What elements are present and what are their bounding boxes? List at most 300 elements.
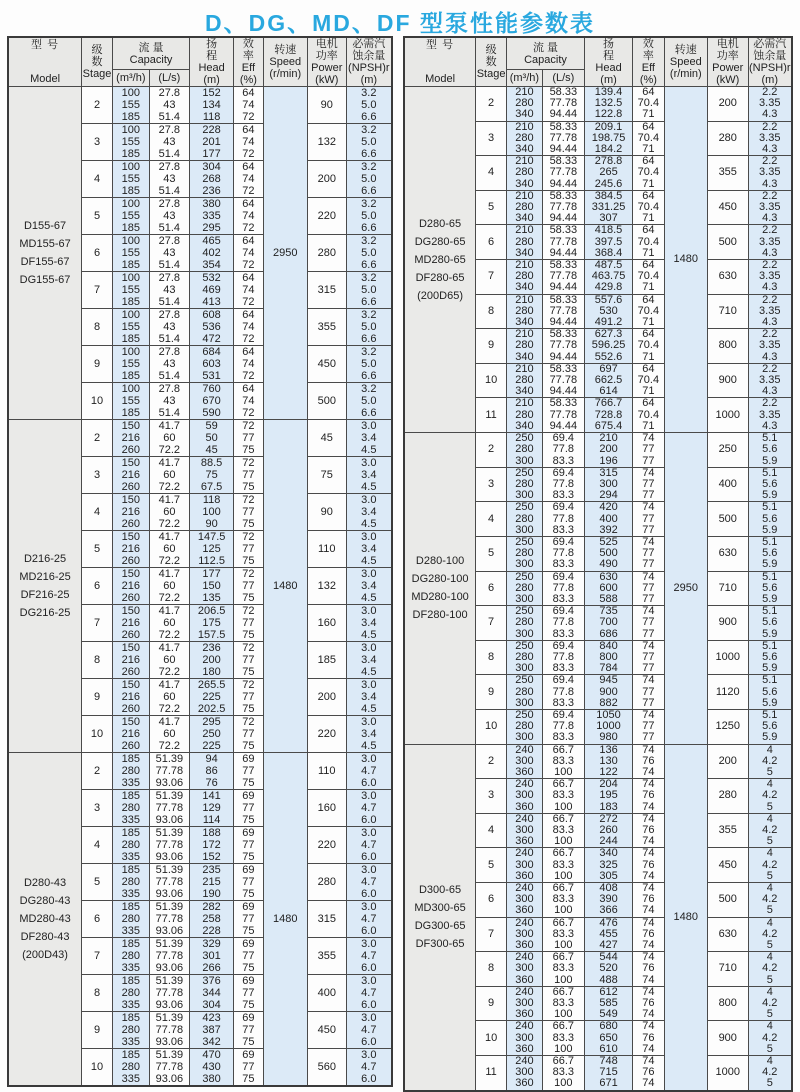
cell-line: 201 <box>202 136 221 148</box>
cell-line: 3.35 <box>759 131 781 144</box>
cell-line: 64 <box>642 120 655 133</box>
cell-line: 100 <box>121 346 141 358</box>
cell-line: 175 <box>202 617 221 629</box>
cell-line: 390 <box>599 893 618 906</box>
col-model-header <box>8 37 82 87</box>
cell-line: 3.0 <box>361 1049 377 1061</box>
cell-line: 3.0 <box>361 420 377 432</box>
head-cell <box>584 225 632 260</box>
cell-line: 210 <box>515 259 534 272</box>
eff-cell <box>633 260 664 295</box>
cell-line: 1000 <box>596 720 621 733</box>
cell-line: 58.33 <box>549 397 578 410</box>
cell-line: 5 <box>766 765 773 778</box>
capacity-ls-cell <box>149 124 189 161</box>
cell-line: DF280-65 <box>415 271 465 284</box>
npsh-cell <box>748 848 792 883</box>
eff-cell <box>633 87 664 122</box>
cell-line: 58.33 <box>549 293 578 306</box>
cell-line: 扬 <box>206 38 218 50</box>
cell-line: 43 <box>163 99 176 111</box>
cell-line: 185 <box>121 753 141 765</box>
cell-line: 74 <box>642 973 655 986</box>
capacity-ls-cell <box>149 827 189 864</box>
head-cell <box>190 679 234 716</box>
cell-line: 66.7 <box>552 951 575 964</box>
left-table <box>7 36 393 1087</box>
cell-line: 300 <box>515 824 534 836</box>
cell-line: 75 <box>205 469 218 481</box>
power-cell: 450 <box>307 346 346 383</box>
stage-cell: 5 <box>476 848 507 883</box>
col-capacity-header <box>113 37 190 70</box>
eff-cell <box>633 1056 664 1091</box>
cell-line: 6.6 <box>361 185 377 197</box>
capacity-m3h-cell <box>113 346 150 383</box>
cell-line: 272 <box>599 812 618 825</box>
cell-line: 360 <box>515 1008 534 1021</box>
cell-line: 5.6 <box>762 547 778 560</box>
cell-line: 360 <box>515 835 534 848</box>
head-cell <box>190 642 234 679</box>
stage-cell: 9 <box>476 329 507 364</box>
cell-line: 5.9 <box>762 454 778 467</box>
cell-line: 76 <box>642 962 655 975</box>
model-cell <box>8 420 82 753</box>
capacity-ls-cell <box>149 494 189 531</box>
cell-line: 280 <box>515 408 534 421</box>
power-cell: 900 <box>707 1021 748 1056</box>
cell-line: 5.1 <box>762 708 778 721</box>
power-cell: 500 <box>307 383 346 420</box>
cell-line: 360 <box>515 939 534 952</box>
power-cell: 900 <box>707 363 748 398</box>
cell-line: 150 <box>121 420 141 432</box>
head-cell <box>190 1049 234 1087</box>
cell-line: 电机 <box>315 38 338 50</box>
power-cell: 315 <box>307 901 346 938</box>
cell-line: 41.7 <box>158 531 181 543</box>
cell-line: 100 <box>554 973 573 986</box>
capacity-ls-cell <box>542 640 584 675</box>
cell-line: DF280-43 <box>20 931 70 943</box>
eff-cell <box>633 156 664 191</box>
cell-line: 150 <box>121 642 141 654</box>
cell-line: 64 <box>642 189 655 202</box>
capacity-m3h-cell <box>507 294 543 329</box>
stage-cell: 5 <box>476 190 507 225</box>
cell-line: 300 <box>515 523 534 536</box>
cell-line: 4.2 <box>762 1031 778 1044</box>
power-cell: 400 <box>307 975 346 1012</box>
cell-line: 216 <box>121 432 141 444</box>
cell-line: 74 <box>242 136 255 148</box>
cell-line: 157.5 <box>197 629 226 641</box>
head-cell <box>584 606 632 641</box>
cell-line: 612 <box>599 985 618 998</box>
model-cell <box>404 87 476 433</box>
npsh-cell <box>346 309 392 346</box>
cell-line: 93.06 <box>155 1036 184 1048</box>
capacity-m3h-cell <box>113 457 150 494</box>
cell-line: 94.44 <box>549 281 578 294</box>
stage-cell: 2 <box>82 753 113 790</box>
cell-line: 300 <box>515 754 534 767</box>
cell-line: 27.8 <box>158 124 181 136</box>
cell-line: 198.75 <box>591 131 626 144</box>
cell-line: 3.0 <box>361 975 377 987</box>
cell-line: 43 <box>163 210 176 222</box>
head-cell <box>190 235 234 272</box>
cell-line: 74 <box>642 904 655 917</box>
cell-line: (%) <box>239 74 257 86</box>
cell-line: 4 <box>766 882 773 895</box>
cell-line: 43 <box>163 173 176 185</box>
cell-line: 51.4 <box>158 296 181 308</box>
capacity-m3h-cell <box>507 190 543 225</box>
cell-line: 204 <box>599 778 618 791</box>
cell-line: 3.0 <box>361 642 377 654</box>
cell-line: 5.1 <box>762 605 778 618</box>
cell-line: 4.2 <box>762 997 778 1010</box>
cell-line: 77.78 <box>549 166 578 179</box>
cell-line: 3.0 <box>361 605 377 617</box>
cell-line: 250 <box>515 605 534 618</box>
cell-line: 5.9 <box>762 592 778 605</box>
cell-line: 300 <box>515 627 534 640</box>
cell-line: 76 <box>205 777 218 789</box>
cell-line: 800 <box>599 650 618 663</box>
cell-line: 5.6 <box>762 443 778 456</box>
cell-line: 280 <box>515 131 534 144</box>
capacity-ls-cell <box>149 420 189 457</box>
cell-line: 266 <box>202 962 221 974</box>
cell-line: 77.8 <box>552 650 575 663</box>
power-cell: 710 <box>707 952 748 987</box>
capacity-m3h-cell <box>507 640 543 675</box>
cell-line: 90 <box>205 518 218 530</box>
cell-line: 380 <box>202 1073 221 1085</box>
cell-line: 70.4 <box>637 270 660 283</box>
eff-cell <box>234 1049 263 1087</box>
cell-line: 71 <box>642 419 655 432</box>
cell-line: 210 <box>515 293 534 306</box>
cell-line: (m) <box>203 74 220 86</box>
cell-line: 27.8 <box>158 235 181 247</box>
cell-line: 3.35 <box>759 166 781 179</box>
cell-line: 3.4 <box>361 469 377 481</box>
npsh-cell <box>346 87 392 124</box>
capacity-ls-cell <box>149 309 189 346</box>
capacity-m3h-cell <box>507 502 543 537</box>
cell-line: 250 <box>515 432 534 445</box>
power-cell: 355 <box>707 156 748 191</box>
cell-line: 5.1 <box>762 535 778 548</box>
capacity-ls-cell <box>542 121 584 156</box>
cell-line: 125 <box>202 543 221 555</box>
cell-line: 2.2 <box>762 259 778 272</box>
eff-cell <box>633 1021 664 1056</box>
cell-line: 83.3 <box>552 962 575 975</box>
cell-line: 76 <box>642 824 655 836</box>
cell-line: 60 <box>163 432 176 444</box>
cell-line: 340 <box>515 212 534 225</box>
head-cell <box>190 272 234 309</box>
cell-line: 280 <box>121 987 141 999</box>
cell-line: 3.0 <box>361 864 377 876</box>
capacity-m3h-cell <box>113 753 150 790</box>
cell-line: 75 <box>242 703 255 715</box>
npsh-cell <box>346 605 392 642</box>
cell-line: 4.5 <box>361 666 377 678</box>
cell-line: 83.3 <box>552 696 575 709</box>
cell-line: 72 <box>242 457 255 469</box>
cell-line: (NPSH)r <box>748 62 791 74</box>
cell-line: 900 <box>599 685 618 698</box>
stage-cell: 3 <box>476 467 507 502</box>
cell-line: 66.7 <box>552 743 575 756</box>
cell-line: 185 <box>121 864 141 876</box>
capacity-m3h-cell <box>507 709 543 744</box>
power-cell: 355 <box>307 309 346 346</box>
cell-line: 430 <box>202 1061 221 1073</box>
head-cell <box>190 494 234 531</box>
cell-line: 210 <box>515 397 534 410</box>
eff-cell <box>234 272 263 309</box>
power-cell: 315 <box>307 272 346 309</box>
npsh-cell <box>346 864 392 901</box>
cell-line: 4.7 <box>361 765 377 777</box>
capacity-m3h-cell <box>507 398 543 433</box>
head-cell <box>584 1021 632 1056</box>
cell-line: 360 <box>515 869 534 882</box>
cell-line: 100 <box>554 1042 573 1055</box>
cell-line: 83.3 <box>552 789 575 802</box>
cell-line: 423 <box>202 1012 221 1024</box>
capacity-m3h-cell <box>507 675 543 710</box>
stage-cell: 2 <box>82 420 113 457</box>
cell-line: 4 <box>766 916 773 929</box>
stage-cell: 4 <box>476 156 507 191</box>
cell-line: 6.6 <box>361 296 377 308</box>
npsh-cell <box>346 1012 392 1049</box>
cell-line: 305 <box>599 869 618 882</box>
power-cell: 450 <box>707 848 748 883</box>
cell-line: 265 <box>599 166 618 179</box>
cell-line: 72 <box>242 333 255 345</box>
cell-line: 500 <box>599 547 618 560</box>
capacity-ls-cell <box>149 975 189 1012</box>
cell-line: 882 <box>599 696 618 709</box>
cell-line: 51.39 <box>155 901 184 913</box>
stage-cell: 3 <box>82 124 113 161</box>
cell-line: 93.06 <box>155 777 184 789</box>
right-table <box>403 36 793 1092</box>
power-cell: 1000 <box>707 1056 748 1091</box>
cell-line: 51.4 <box>158 222 181 234</box>
cell-line: 100 <box>121 161 141 173</box>
head-cell <box>584 675 632 710</box>
capacity-m3h-cell <box>507 779 543 814</box>
cell-line: 5.0 <box>361 395 377 407</box>
cell-line: 74 <box>642 535 655 548</box>
stage-row <box>404 744 792 779</box>
cell-line: 75 <box>242 518 255 530</box>
cell-line: 75 <box>242 851 255 863</box>
cell-line: 75 <box>242 962 255 974</box>
cell-line: 74 <box>242 173 255 185</box>
cell-line: 74 <box>642 835 655 848</box>
cell-line: 77.8 <box>552 616 575 629</box>
cell-line: 300 <box>515 731 534 744</box>
cell-line: 27.8 <box>158 346 181 358</box>
capacity-ls-cell <box>149 1012 189 1049</box>
cell-line: 135 <box>202 592 221 604</box>
cell-line: 率 <box>242 50 254 62</box>
cell-line: 216 <box>121 469 141 481</box>
npsh-cell <box>748 606 792 641</box>
cell-line: 83.3 <box>552 997 575 1010</box>
cell-line: 280 <box>515 650 534 663</box>
cell-line: 77 <box>642 489 655 502</box>
cell-line: 552.6 <box>594 350 623 363</box>
cell-line: 70.4 <box>637 408 660 421</box>
cell-line: (kW) <box>315 74 339 86</box>
cell-line: 295 <box>202 716 221 728</box>
stage-cell: 6 <box>82 568 113 605</box>
cell-line: (kW) <box>716 74 740 86</box>
cell-line: 487.5 <box>594 259 623 272</box>
speed-cell: 2950 <box>263 87 307 420</box>
cell-line: 74 <box>642 605 655 618</box>
eff-cell <box>234 975 263 1012</box>
cell-line: 77 <box>242 506 255 518</box>
col-power-header <box>707 37 748 87</box>
cell-line: 216 <box>121 654 141 666</box>
cell-line: 77.78 <box>155 839 184 851</box>
cell-line: 71 <box>642 177 655 190</box>
cell-line: 610 <box>599 1042 618 1055</box>
cell-line: (r/min) <box>669 68 702 80</box>
cell-line: 5.6 <box>762 650 778 663</box>
eff-cell <box>234 642 263 679</box>
cell-line: 210 <box>515 224 534 237</box>
cell-line: 280 <box>515 97 534 110</box>
cell-line: 77.78 <box>155 913 184 925</box>
capacity-ls-cell <box>542 709 584 744</box>
eff-cell <box>633 121 664 156</box>
cell-line: 94.44 <box>549 143 578 156</box>
stage-cell: 10 <box>82 1049 113 1087</box>
cell-line: 5.0 <box>361 173 377 185</box>
capacity-ls-cell <box>149 161 189 198</box>
cell-line: D280-43 <box>23 877 67 889</box>
cell-line: 3.2 <box>361 272 377 284</box>
cell-line: 700 <box>599 616 618 629</box>
cell-line: 240 <box>515 1020 534 1033</box>
cell-line: 69.4 <box>552 535 575 548</box>
cell-line: 155 <box>121 173 141 185</box>
capacity-ls-cell <box>542 363 584 398</box>
cell-line: 304 <box>202 161 221 173</box>
head-cell <box>584 87 632 122</box>
cell-line: 152 <box>202 851 221 863</box>
cell-line: 58.33 <box>549 155 578 168</box>
npsh-cell <box>346 198 392 235</box>
cell-line: 340 <box>515 281 534 294</box>
cell-line: 325 <box>599 858 618 871</box>
cell-line: 2.2 <box>762 189 778 202</box>
cell-line: 300 <box>515 1031 534 1044</box>
cell-line: 6.6 <box>361 259 377 271</box>
eff-cell <box>234 346 263 383</box>
cell-line: 387 <box>202 1024 221 1036</box>
cell-line: 72 <box>242 407 255 419</box>
cell-line: 300 <box>599 477 618 490</box>
cell-line: 75 <box>242 666 255 678</box>
capacity-m3h-cell <box>113 679 150 716</box>
stage-cell: 2 <box>476 433 507 468</box>
cell-line: 58.33 <box>549 86 578 98</box>
npsh-cell <box>346 494 392 531</box>
cell-line: 335 <box>121 777 141 789</box>
cell-line: 235 <box>202 864 221 876</box>
cell-line: 206.5 <box>197 605 226 617</box>
npsh-cell <box>748 260 792 295</box>
cell-line: 51.39 <box>155 975 184 987</box>
cell-line: 258 <box>202 913 221 925</box>
eff-cell <box>234 198 263 235</box>
head-cell <box>584 952 632 987</box>
npsh-cell <box>346 1049 392 1087</box>
cell-line: 185 <box>121 827 141 839</box>
cell-line: 4 <box>766 1020 773 1033</box>
cell-line: 304 <box>202 999 221 1011</box>
capacity-m3h-cell <box>507 813 543 848</box>
cell-line: 83.3 <box>552 558 575 571</box>
head-cell <box>584 156 632 191</box>
cell-line: 280 <box>515 166 534 179</box>
head-cell <box>584 744 632 779</box>
cell-line: 64 <box>642 224 655 237</box>
power-cell: 560 <box>307 1049 346 1087</box>
cell-line: 3.2 <box>361 198 377 210</box>
cell-line: 69 <box>242 901 255 913</box>
cell-line: DG280-65 <box>414 235 466 248</box>
cell-line: 100 <box>554 800 573 813</box>
npsh-cell <box>346 753 392 790</box>
cell-line: 4 <box>766 951 773 964</box>
cell-line: 60 <box>163 617 176 629</box>
cell-line: (m) <box>360 74 378 86</box>
cell-line: 5.1 <box>762 432 778 445</box>
cell-line: 58.33 <box>549 328 578 341</box>
cell-line: 139.4 <box>594 86 623 98</box>
head-cell <box>190 161 234 198</box>
cell-line: 43 <box>163 136 176 148</box>
capacity-m3h-cell <box>113 605 150 642</box>
cell-line: 340 <box>515 419 534 432</box>
capacity-m3h-cell <box>113 938 150 975</box>
cell-line: 74 <box>642 1042 655 1055</box>
npsh-cell <box>346 642 392 679</box>
cell-line: 77 <box>242 1024 255 1036</box>
cell-line: 45 <box>205 444 218 456</box>
cell-line: DF216-25 <box>20 589 70 601</box>
capacity-m3h-cell <box>113 827 150 864</box>
cell-line: 280 <box>121 1061 141 1073</box>
cell-line: 185 <box>121 185 141 197</box>
